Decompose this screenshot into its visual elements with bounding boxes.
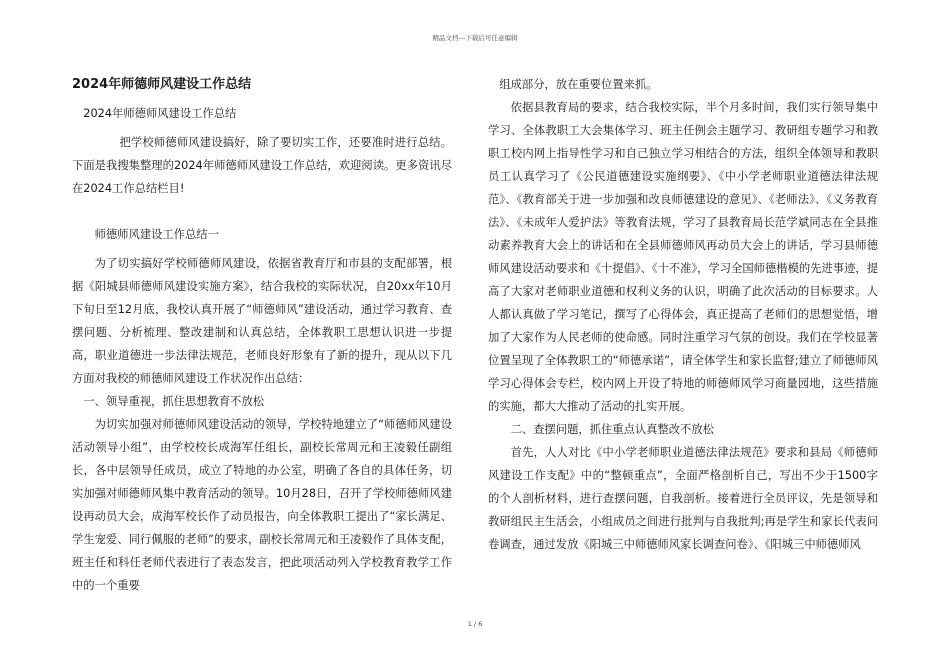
paragraph-1: 为了切实搞好学校师德师风建设，依据省教育厅和市县的支配部署，根据《阳城县师德师风建设实施方案》，结合我校的实际状况，自20xx年10月下旬日至12月底，我校认真开展了“师德师风”建设活动，通过学习教育、查摆问题、分析梳理、整改建制和认真总结，全体教职工思想认识进一步提高，职业道德进一步法律法规范，老师良好形象有了新的提升，现从以下几方面对我校的师德师风建设工作状况作出总结： [72, 257, 452, 385]
document-title: 2024年师德师风建设工作总结 [72, 77, 252, 92]
paragraph-3: 依据县教育局的要求，结合我校实际，半个月多时间，我们实行领导集中学习、全体教职工大会集体学习、班主任例会主题学习、教研组专题学习和教职工校内网上指导性学习和自己独立学习相结合的方法，组织全体领导和教职员工认真学习了《公民道德建设实施纲要》、《中小学老师职业道德法律法规范》、《教育部关于进一步加强和改良师德建设的意见》、《老师法》、《义务教育法》、《未成年人爱护法》等教育法规，学习了县教育局长范学斌同志在全县推动素养教育大会上的讲话和在全县师德师风再动员大会上的讲话，学习县师德师风建设活动要求和《十提倡》、《十不准》，学习全国师德楷模的先进事迹，提高了大家对老师职业道德和权利义务的认识，明确了此次活动的目标要求。人人都认真做了学习笔记，撰写了心得体会，真正提高了老师们的思想觉悟，增加了大家作为人民老师的使命感。同时注重学习气氛的创设。我们在学校显著位置呈现了全体教职工的“师德承诺”，请全体学生和家长监督;建立了师德师风学习心得体会专栏，校内网上开设了特地的师德师风学习商量园地，这些措施的实施，都大大推动了活动的扎实开展。 [488, 101, 878, 413]
paragraph-2: 为切实加强对师德师风建设活动的领导，学校特地建立了“师德师风建设活动领导小组”，由学校校长成海军任组长，副校长常周元和王凌毅任副组长，各中层领导任成员，成立了特地的办公室，明确了各自的具体任务，切实加强对师德师风集中教育活动的领导。10月28日，召开了学校师德师风建设再动员大会，成海军校长作了动员报告，向全体教职工提出了“家长满足、学生宠爱、同行佩服的老师”的要求，副校长常周元和王凌毅作了具体支配，班主任和科任老师代表进行了表态发言，把此项活动列入学校教育教学工作中的一个重要 [72, 418, 452, 592]
section-title: 师德师风建设工作总结一 [94, 228, 219, 241]
left-column [72, 73, 452, 597]
page-number: 1 / 6 [467, 620, 483, 628]
heading-2: 二、查摆问题，抓住重点认真整改不放松 [510, 423, 714, 436]
spacer [72, 200, 452, 223]
paragraph-4: 首先，人人对比《中小学老师职业道德法律法规范》要求和县局《师德师风建设工作支配》中的“整顿重点”，全面严格剖析自己，写出不少于1500字的个人剖析材料，进行查摆问题，自我剖析。接着进行全员评议，先是领导和教研组民主生活会，小组成员之间进行批判与自我批判;再是学生和家长代表问卷调查，通过发放《阳城三中师德师风家长调查问卷》、《阳城三中师德师风 [488, 446, 878, 551]
heading-1: 一、领导重视，抓住思想教育不放松 [83, 395, 265, 408]
page-header: 精品文档---下载后可任意编辑 [432, 34, 518, 42]
paragraph-2-continued: 组成部分，放在重要位置来抓。 [499, 78, 658, 91]
intro-paragraph: 把学校师德师风建设搞好，除了要切实工作，还要准时进行总结。下面是我搜集整理的2024年师德师风建设工作总结，欢迎阅读。更多资讯尽在2024工作总结栏目! [72, 136, 452, 195]
right-column [488, 73, 878, 556]
document-subtitle: 2024年师德师风建设工作总结 [83, 107, 237, 120]
